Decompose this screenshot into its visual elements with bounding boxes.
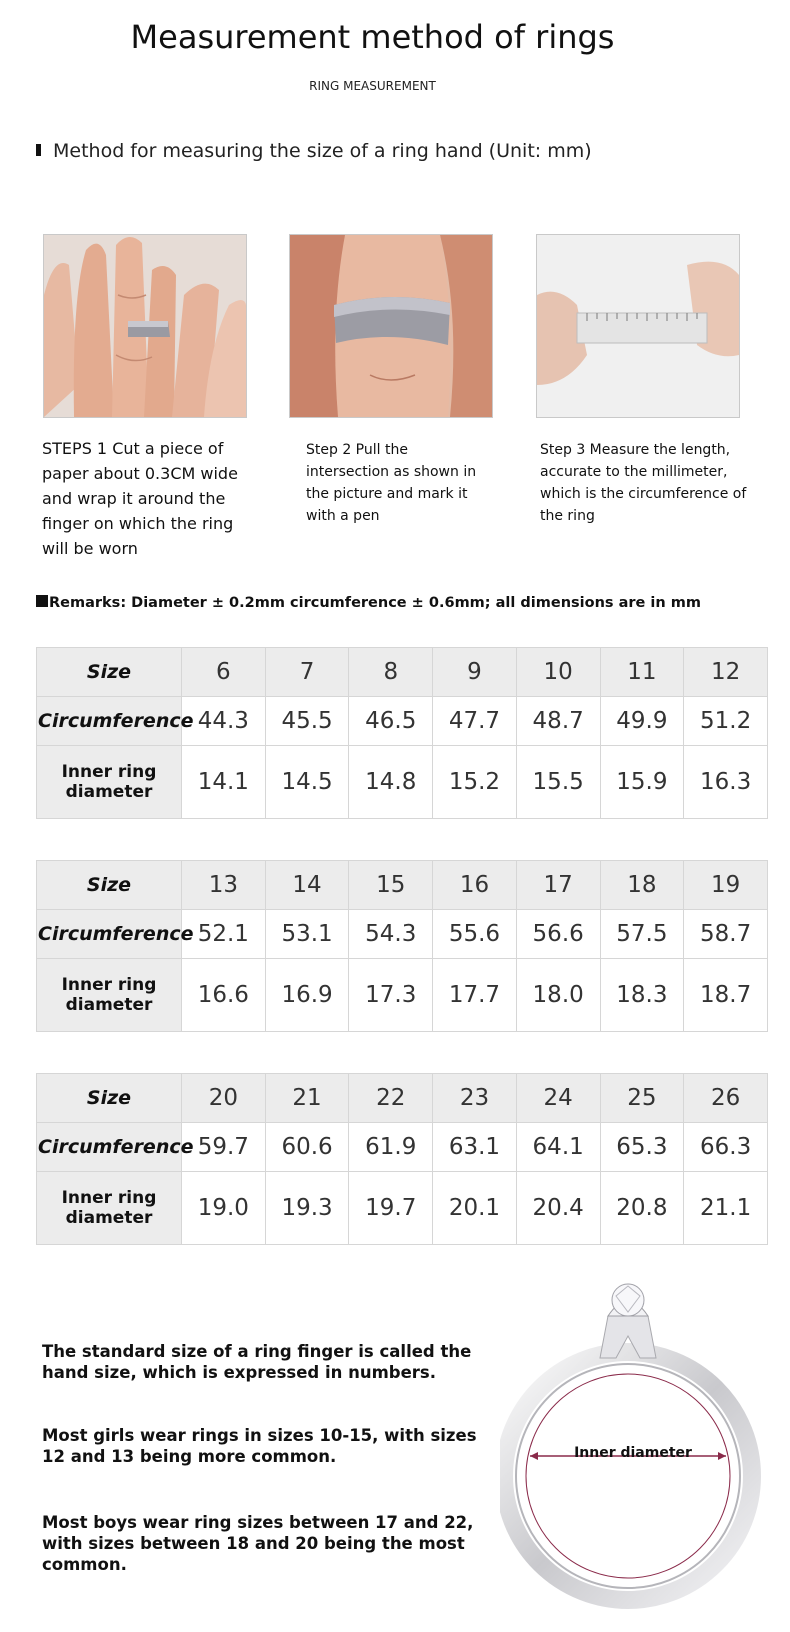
- inner-label-line2: diameter: [65, 782, 153, 803]
- circumference-cell: 60.6: [265, 1123, 349, 1172]
- step1-text: STEPS 1 Cut a piece of paper about 0.3CM wide and wrap it around the finger on which the ring will be worn: [42, 439, 238, 558]
- step2-ring-mark-photo: [289, 234, 493, 418]
- note-standard-size: The standard size of a ring finger is called the hand size, which is expressed in numbers.: [42, 1342, 472, 1382]
- method-heading: [36, 140, 592, 162]
- size-cell: 20: [182, 1074, 266, 1123]
- inner-diameter-cell: 15.2: [433, 746, 517, 819]
- circumference-cell: 56.6: [516, 910, 600, 959]
- size-table: [36, 1073, 768, 1245]
- remarks: [36, 595, 701, 611]
- circumference-cell: 57.5: [600, 910, 684, 959]
- size-cell: 18: [600, 861, 684, 910]
- size-cell: 13: [182, 861, 266, 910]
- inner-diameter-label-ring: Inner diameter: [574, 1445, 692, 1461]
- note-boys-sizes: Most boys wear ring sizes between 17 and 22, with sizes between 18 and 20 being the most common.: [42, 1513, 474, 1574]
- circumference-cell: 65.3: [600, 1123, 684, 1172]
- size-cell: 21: [265, 1074, 349, 1123]
- step3-text: Step 3 Measure the length, accurate to the millimeter, which is the circumference of the ring: [540, 442, 747, 524]
- size-label: Size: [37, 1074, 182, 1123]
- circumference-cell: 63.1: [433, 1123, 517, 1172]
- size-cell: 7: [265, 648, 349, 697]
- circumference-cell: 66.3: [684, 1123, 768, 1172]
- inner-diameter-cell: 17.3: [349, 959, 433, 1032]
- inner-diameter-cell: 15.5: [516, 746, 600, 819]
- step3-ruler-measure-photo: [536, 234, 740, 418]
- circumference-label: Circumference: [37, 910, 182, 959]
- inner-diameter-cell: 14.1: [182, 746, 266, 819]
- inner-diameter-cell: 17.7: [433, 959, 517, 1032]
- size-cell: 16: [433, 861, 517, 910]
- size-label: Size: [37, 861, 182, 910]
- inner-diameter-cell: 19.0: [182, 1172, 266, 1245]
- circumference-cell: 59.7: [182, 1123, 266, 1172]
- size-cell: 17: [516, 861, 600, 910]
- circumference-cell: 52.1: [182, 910, 266, 959]
- circumference-cell: 53.1: [265, 910, 349, 959]
- circumference-cell: 47.7: [433, 697, 517, 746]
- size-cell: 12: [684, 648, 768, 697]
- inner-diameter-label: [37, 959, 182, 1032]
- size-cell: 19: [684, 861, 768, 910]
- size-cell: 6: [182, 648, 266, 697]
- inner-diameter-cell: 20.8: [600, 1172, 684, 1245]
- size-cell: 24: [516, 1074, 600, 1123]
- circumference-cell: 54.3: [349, 910, 433, 959]
- page-subtitle: RING MEASUREMENT: [309, 79, 436, 93]
- size-cell: 11: [600, 648, 684, 697]
- circumference-cell: 58.7: [684, 910, 768, 959]
- circumference-cell: 61.9: [349, 1123, 433, 1172]
- inner-diameter-cell: 19.7: [349, 1172, 433, 1245]
- size-cell: 9: [433, 648, 517, 697]
- size-cell: 8: [349, 648, 433, 697]
- note-girls-sizes: Most girls wear rings in sizes 10-15, with sizes 12 and 13 being more common.: [42, 1426, 477, 1466]
- inner-label-line2: diameter: [65, 1208, 153, 1229]
- step1-finger-wrap-photo: [43, 234, 247, 418]
- circumference-cell: 49.9: [600, 697, 684, 746]
- inner-diameter-cell: 21.1: [684, 1172, 768, 1245]
- inner-diameter-cell: 18.0: [516, 959, 600, 1032]
- step2-text: Step 2 Pull the intersection as shown in the picture and mark it with a pen: [306, 442, 477, 524]
- inner-diameter-cell: 16.6: [182, 959, 266, 1032]
- inner-diameter-cell: 18.7: [684, 959, 768, 1032]
- square-bullet: [36, 595, 48, 607]
- inner-diameter-cell: 20.1: [433, 1172, 517, 1245]
- size-cell: 10: [516, 648, 600, 697]
- circumference-cell: 45.5: [265, 697, 349, 746]
- circumference-label: Circumference: [37, 697, 182, 746]
- size-cell: 26: [684, 1074, 768, 1123]
- size-table: [36, 647, 768, 819]
- inner-diameter-label: [37, 746, 182, 819]
- inner-diameter-cell: 20.4: [516, 1172, 600, 1245]
- method-heading-text: Method for measuring the size of a ring hand (Unit: mm): [53, 140, 592, 162]
- inner-diameter-cell: 16.9: [265, 959, 349, 1032]
- remarks-text: Remarks: Diameter ± 0.2mm circumference ± 0.6mm; all dimensions are in mm: [49, 595, 701, 611]
- inner-diameter-cell: 14.8: [349, 746, 433, 819]
- circumference-cell: 55.6: [433, 910, 517, 959]
- bullet-mark: [36, 144, 41, 156]
- circumference-cell: 64.1: [516, 1123, 600, 1172]
- size-cell: 25: [600, 1074, 684, 1123]
- inner-diameter-cell: 15.9: [600, 746, 684, 819]
- size-table: [36, 860, 768, 1032]
- inner-diameter-cell: 14.5: [265, 746, 349, 819]
- inner-label-line1: Inner ring: [61, 762, 157, 783]
- inner-diameter-cell: 18.3: [600, 959, 684, 1032]
- inner-label-line1: Inner ring: [61, 975, 157, 996]
- size-cell: 22: [349, 1074, 433, 1123]
- circumference-cell: 51.2: [684, 697, 768, 746]
- circumference-label: Circumference: [37, 1123, 182, 1172]
- size-cell: 14: [265, 861, 349, 910]
- circumference-cell: 46.5: [349, 697, 433, 746]
- inner-diameter-cell: 19.3: [265, 1172, 349, 1245]
- circumference-cell: 48.7: [516, 697, 600, 746]
- inner-diameter-label: [37, 1172, 182, 1245]
- inner-label-line2: diameter: [65, 995, 153, 1016]
- inner-diameter-cell: 16.3: [684, 746, 768, 819]
- circumference-cell: 44.3: [182, 697, 266, 746]
- size-cell: 23: [433, 1074, 517, 1123]
- page-title: Measurement method of rings: [130, 18, 615, 56]
- inner-label-line1: Inner ring: [61, 1188, 157, 1209]
- size-cell: 15: [349, 861, 433, 910]
- size-label: Size: [37, 648, 182, 697]
